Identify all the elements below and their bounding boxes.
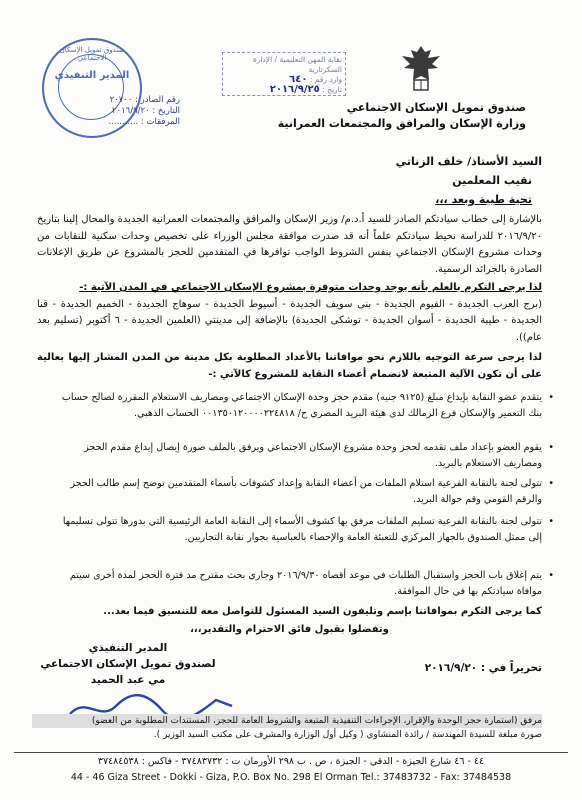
incoming-receipt-stamp — [222, 52, 346, 96]
step-branch-committee: • تتولى لجنة بالنقابة الفرعية استلام الملفات من أعضاء النقابة وإعداد كشوفات بأسماء المتقدمين توضح إسم طالب الحجز والرقم القومي وقم حوالة البريد. — [52, 476, 542, 508]
receipt-date-row — [226, 85, 342, 95]
step-file: • يقوم العضو بإعداد ملف تقدمه لحجز وحدة مشروع الإسكان الاجتماعي ويرفق بالملف صورة إيصال إيداع مقدم الحجز ومصاريف الاستعلام بالبريد. — [52, 440, 542, 472]
receipt-number: ٦٤٠ — [289, 74, 308, 85]
attachment-line-2: صورة مبلغة للسيدة المهندسة / رائدة المنشاوي ( وكيل أول الوزارة والمشرف على مكتب السيد الوزير ). — [153, 730, 542, 740]
ministry-name: وزارة الإسكان والمرافق والمجتمعات العمرانية — [277, 117, 526, 130]
footer-address-en: 44 - 46 Giza Street - Dokki - Giza, P.O. Box No. 298 El Orman Tel.: 37483732 - Fax: 37484538 — [70, 772, 512, 783]
signer-name: مي عبد الحميد — [90, 674, 166, 686]
eagle-emblem-icon — [398, 42, 444, 94]
addressee-name: السيد الأستاذ/ خلف الزناتي — [395, 155, 542, 168]
step-deposit: • يتقدم عضو النقابة بإيداع مبلغ (٩١٢٥ جنيه) مقدم حجز وحدة الإسكان الاجتماعي ومصاريف الاستعلام المقررة لصالح حساب بنك التعمير والإسكان فرع الزمالك لدى هيئة البريد المصري ح/ ٠٠١٣٥٠١٢٠٠٠٠٢٢٤٨١٨ الحساب الذهبي. — [52, 390, 542, 422]
cities-list: (برج العرب الجديدة - الفيوم الجديدة - بنى سويف الجديدة - أسيوط الجديدة - سوهاج الجديدة - الخميم الجديدة - قنا الجديدة - طيبة الجديدة - أسوان الجديدة - توشكى الجديدة) بالإضافة إلى مدينتي (العلمين الجديدة - ٦ أكتوبر (تسليم بعد عام)). — [37, 298, 542, 343]
addressee-block — [42, 152, 542, 209]
signer-org: لصندوق تمويل الإسكان الاجتماعي — [40, 658, 216, 670]
footer-divider — [14, 752, 568, 753]
dated-line: تحريراً في : ٢٠١٦/٩/٢٠ — [424, 662, 542, 674]
signature-block — [28, 640, 228, 688]
step-closing-date: • يتم إغلاق باب الحجز واستقبال الطلبات في موعد أقصاه ٢٠١٦/٩/٣٠ وجاري بحث مقترح مد فترة الحجز لمدة أخرى سيتم موافاة سيادتكم بها في حال الموافقة. — [52, 568, 542, 600]
reg-attachments: المرفقات : ........... — [108, 117, 180, 127]
stamp-center-text: المدير التنفيذي — [54, 70, 130, 81]
greeting: تحية طيبة وبعد ،،، — [435, 193, 532, 206]
footer-address-ar: ٤٤ - ٤٦ شارع الجيزة - الدقي - الجيزة ، ص . ب ٢٩٨ الأورمان ت : ٣٧٤٨٣٧٣٢ - فاكس : ٣٧٤٨٤٥٣٨ — [97, 756, 485, 767]
attachment-line-1: مرفق (استمارة حجز الوحدة والإقرار، الإجراءات التنفيذية المتبعة والشروط العامة للحجز، المستندات المطلوبة من العضو) — [32, 714, 542, 728]
available-units-lead: لذا يرجى التكرم بالعلم بأنه يوجد وحدات متوفرة بمشروع الإسكان الاجتماعي في المدن الآتية :- — [79, 282, 542, 293]
addressee-title: نقيب المعلمين — [452, 174, 532, 187]
letterhead — [206, 100, 526, 132]
outgoing-registration — [70, 95, 180, 128]
fund-name: صندوق تمويل الإسكان الاجتماعي — [346, 101, 526, 114]
signer-title: المدير التنفيذي — [88, 642, 168, 654]
paragraph-mechanism: لذا يرجى سرعة التوجيه باللازم نحو موافاتنا بالأعداد المطلوبة بكل مدينة من المدن المشار إليها بعالية على أن تكون الآلية المتبعة لانضمام أعضاء النقابة للمشروع كالآتي :- — [37, 352, 542, 380]
receipt-date-label: تاريخ : — [322, 85, 342, 94]
closing-request: كما يرجى التكرم بموافاتنا بإسم وتليفون السيد المسئول للتواصل معه للتنسيق فيما بعد... — [103, 606, 542, 617]
attachments-block — [32, 714, 542, 742]
receipt-number-label: وارد رقم : — [309, 75, 342, 84]
paragraph-available-units — [37, 280, 542, 346]
paragraph-reference: بالإشارة إلى خطاب سيادتكم الصادر للسيد أ.د.م/ وزير الإسكان والمرافق والمجتمعات العمرانية الجديدة والمحال إلينا بتاريخ ٢٠١٦/٩/٢٠ للدراسة نحيط سيادتكم علماً أنه قد صدرت موافقة مجلس الوزراء على تخصيص وحدات سكنية للنقابات من وحدات مشروع الإسكان الاجتماعي بنفس الشروط الواجب توافرها في المتقدمين للحجز بالمشروع عن طريق الإعلانات الصادرة بالجرائد الرسمية. — [37, 214, 542, 275]
reg-date: التاريخ : ٢٠١٦/٩/٢٠ — [111, 106, 180, 116]
reg-number: رقم الصادر : ٢٠٧٠٠ — [109, 95, 180, 105]
stamp-ring-text: صندوق تمويل الإسكان الاجتماعي — [59, 46, 125, 62]
closing-regards: وتفضلوا بقبول فائق الاحترام والتقدير،،، — [190, 624, 389, 635]
step-general-syndicate: • تتولى لجنة بالنقابة الفرعية تسليم الملفات مرفق بها كشوف الأسماء إلى النقابة العامة الرئيسية التي بدورها تتولى تسليمها إلى ممثل الصندوق بالجهاز المركزي للتعبئة العامة والإحصاء بالعباسية بجوار نقابة التجاريين. — [52, 514, 542, 546]
receipt-org: نقابة المهن التعليمية / الإدارة السكرتارية — [252, 55, 342, 74]
receipt-date: ٢٠١٦/٩/٢٥ — [269, 84, 320, 95]
